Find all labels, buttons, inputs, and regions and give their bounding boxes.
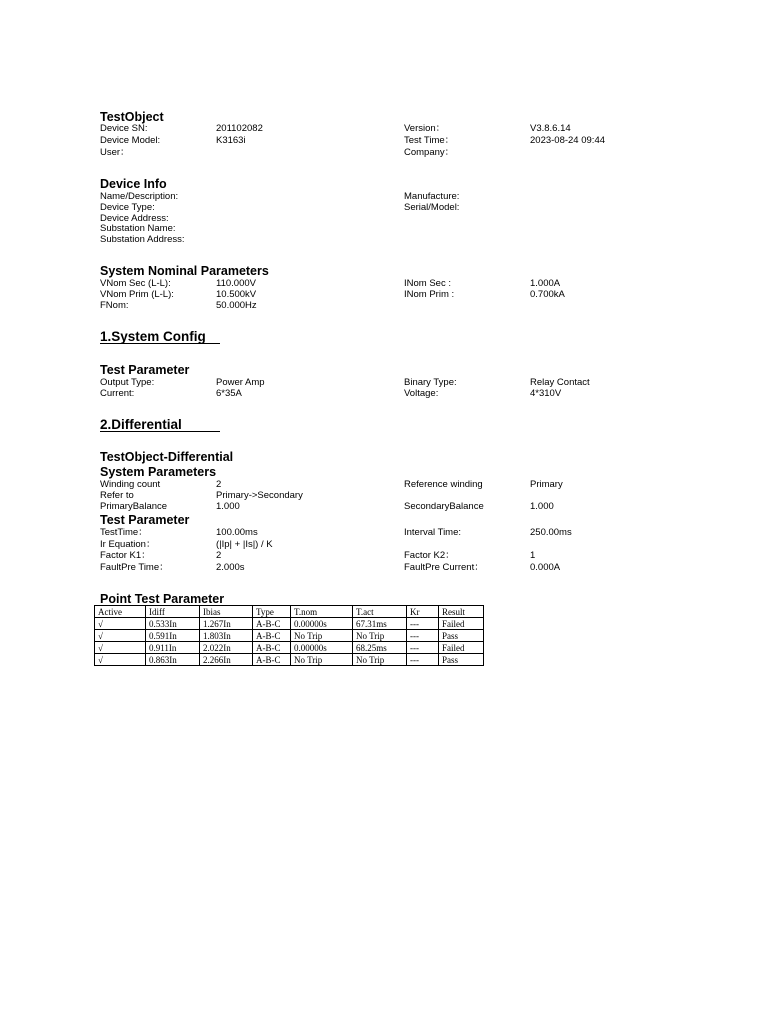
field-label: Factor K1： [100, 550, 151, 561]
table-cell: 2.266In [200, 654, 253, 666]
device-info-row [0, 213, 768, 224]
point-test-title: Point Test Parameter [100, 592, 225, 606]
field-value: 1.000 [216, 501, 240, 512]
column-header: Idiff [146, 606, 200, 618]
field-value: Relay Contact [530, 377, 590, 388]
field-label: Refer to [100, 490, 134, 501]
nominal-parameters-row [0, 278, 768, 289]
table-cell: 0.591In [146, 630, 200, 642]
system-config-heading [100, 329, 220, 345]
field-value: 0.000A [530, 561, 561, 573]
table-cell: No Trip [353, 630, 407, 642]
field-value: 2 [216, 550, 222, 561]
column-header: Result [439, 606, 484, 618]
table-cell: No Trip [291, 630, 353, 642]
differential-test-row [0, 527, 768, 538]
field-label: Device Type: [100, 201, 155, 213]
field-label: Output Type: [100, 377, 155, 388]
field-value: 50.000Hz [216, 300, 257, 311]
differential-test-row [0, 539, 768, 550]
differential-test-row [0, 562, 768, 573]
table-cell: 67.31ms [353, 618, 407, 630]
table-cell: 0.863In [146, 654, 200, 666]
table-row [95, 642, 484, 654]
column-header: Active [95, 606, 146, 618]
table-cell: 0.00000s [291, 642, 353, 654]
differential-heading-text: 2.Differential [100, 418, 220, 432]
field-label: Interval Time: [404, 527, 462, 538]
system-config-row [0, 388, 768, 399]
table-cell: Failed [439, 618, 484, 630]
table-cell: 0.911In [146, 642, 200, 654]
field-label: Manufacture: [404, 191, 460, 202]
nominal-parameters-title: System Nominal Parameters [100, 264, 269, 278]
differential-system-row [0, 490, 768, 501]
field-value: 1 [530, 550, 536, 561]
nominal-parameters-row [0, 300, 768, 311]
table-cell: 2.022In [200, 642, 253, 654]
field-label: VNom Prim (L-L): [100, 289, 174, 300]
field-label: FaultPre Time： [100, 561, 169, 573]
field-label: Binary Type: [404, 377, 457, 388]
test-object-title: TestObject [100, 110, 164, 124]
field-label: Serial/Model: [404, 201, 460, 213]
table-cell: A-B-C [253, 630, 291, 642]
system-config-heading-text: 1.System Config [100, 330, 220, 344]
table-row [95, 618, 484, 630]
table-cell: A-B-C [253, 642, 291, 654]
nominal-parameters-row [0, 289, 768, 300]
field-value: 10.500kV [216, 289, 257, 300]
table-cell: --- [407, 630, 439, 642]
field-value: 1.000 [530, 501, 554, 512]
field-label: Device Address: [100, 212, 169, 224]
column-header: Ibias [200, 606, 253, 618]
table-cell: A-B-C [253, 618, 291, 630]
field-label: FaultPre Current： [404, 561, 484, 573]
field-label: User： [100, 147, 130, 158]
device-info-row [0, 202, 768, 213]
table-cell: No Trip [291, 654, 353, 666]
field-value: V3.8.6.14 [530, 123, 571, 134]
column-header: T.nom [291, 606, 353, 618]
differential-system-parameters-title: System Parameters [100, 465, 217, 479]
field-label: Ir Equation： [100, 538, 156, 550]
test-object-row [0, 123, 768, 134]
table-cell: --- [407, 618, 439, 630]
table-cell: 1.803In [200, 630, 253, 642]
device-info-row [0, 234, 768, 245]
table-cell: 0.533In [146, 618, 200, 630]
table-cell: A-B-C [253, 654, 291, 666]
field-label: INom Prim : [404, 289, 455, 300]
field-label: Substation Name: [100, 223, 176, 235]
field-label: Name/Description: [100, 191, 179, 202]
table-cell: Pass [439, 654, 484, 666]
field-value: 100.00ms [216, 527, 258, 538]
field-value: 250.00ms [530, 527, 572, 538]
table-cell: 0.00000s [291, 618, 353, 630]
field-value: 2023-08-24 09:44 [530, 135, 606, 146]
differential-heading [100, 417, 220, 433]
column-header: Type [253, 606, 291, 618]
field-value: 0.700kA [530, 289, 565, 300]
column-header: T.act [353, 606, 407, 618]
field-label: PrimaryBalance [100, 501, 168, 512]
differential-system-row [0, 479, 768, 490]
table-row [95, 630, 484, 642]
differential-test-parameter-title: Test Parameter [100, 513, 190, 527]
field-value: Power Amp [216, 377, 265, 388]
point-test-table [94, 605, 484, 666]
table-cell: No Trip [353, 654, 407, 666]
field-label: Winding count [100, 479, 161, 490]
device-info-row [0, 223, 768, 234]
field-label: Test Time： [404, 135, 455, 146]
field-label: INom Sec : [404, 278, 451, 289]
field-label: Factor K2： [404, 550, 455, 561]
field-label: TestTime： [100, 527, 148, 538]
table-row [95, 654, 484, 666]
field-value: 2.000s [216, 561, 245, 573]
device-info-row [0, 191, 768, 202]
table-cell: √ [95, 642, 146, 654]
field-value: 4*310V [530, 388, 562, 399]
field-label: VNom Sec (L-L): [100, 278, 171, 289]
field-value: (|Ip| + |Is|) / K [216, 538, 273, 550]
field-value: 201102082 [216, 123, 263, 134]
test-object-row [0, 135, 768, 146]
field-label: Company： [404, 147, 455, 158]
field-label: Device Model: [100, 135, 161, 146]
field-value: 2 [216, 479, 222, 490]
field-value: 6*35A [216, 388, 242, 399]
table-cell: Failed [439, 642, 484, 654]
field-label: Substation Address: [100, 234, 185, 246]
field-label: Version： [404, 123, 446, 134]
differential-subtitle: TestObject-Differential [100, 450, 234, 464]
table-cell: 1.267In [200, 618, 253, 630]
field-label: FNom: [100, 300, 129, 311]
field-label: SecondaryBalance [404, 501, 484, 512]
system-config-row [0, 377, 768, 388]
field-value: 110.000V [216, 278, 256, 289]
differential-test-row [0, 550, 768, 561]
field-value: K3163i [216, 135, 246, 146]
field-value: 1.000A [530, 278, 561, 289]
test-object-row [0, 147, 768, 158]
device-info-title: Device Info [100, 177, 167, 191]
differential-system-row [0, 501, 768, 512]
column-header: Kr [407, 606, 439, 618]
table-cell: --- [407, 654, 439, 666]
field-label: Current: [100, 388, 135, 399]
table-cell: √ [95, 618, 146, 630]
field-label: Reference winding [404, 479, 483, 490]
point-test-header-row [95, 606, 484, 618]
table-cell: Pass [439, 630, 484, 642]
system-config-test-parameter-title: Test Parameter [100, 363, 190, 377]
field-value: Primary [530, 479, 563, 490]
field-value: Primary->Secondary [216, 490, 303, 501]
field-label: Device SN: [100, 123, 148, 134]
field-label: Voltage: [404, 388, 439, 399]
table-cell: 68.25ms [353, 642, 407, 654]
table-cell: --- [407, 642, 439, 654]
table-cell: √ [95, 630, 146, 642]
table-cell: √ [95, 654, 146, 666]
